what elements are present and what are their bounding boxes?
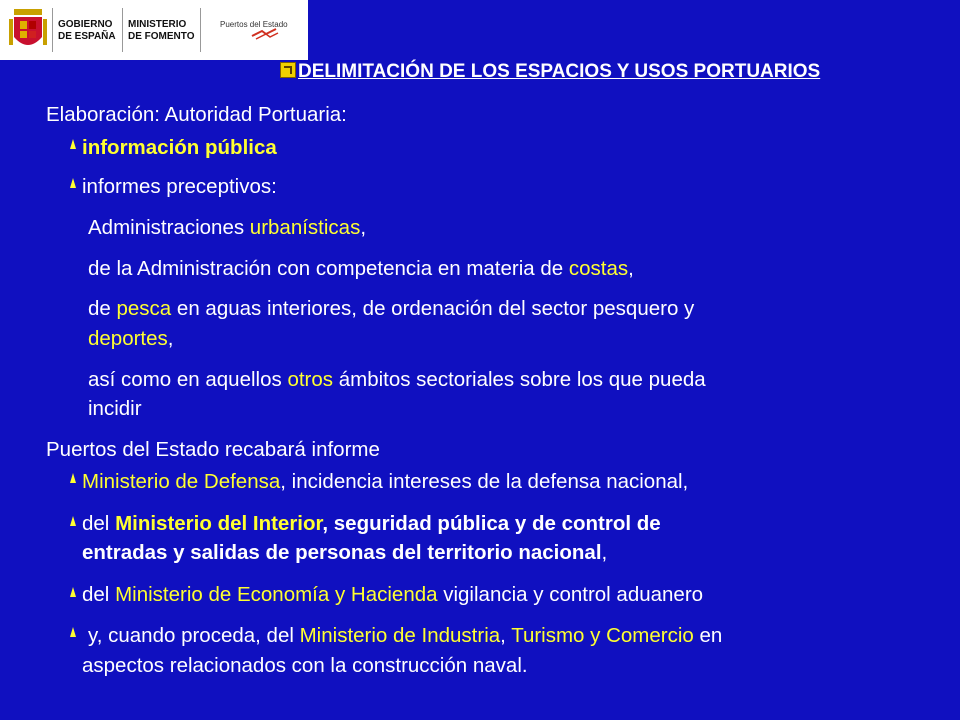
item-industria-cont: aspectos relacionados con la construcción naval. — [82, 654, 528, 677]
item-industria: y, cuando proceda, del Ministerio de Industria, Turismo y Comercio en — [88, 624, 723, 647]
bullet-icon — [70, 587, 76, 597]
checkbox-icon — [280, 62, 296, 78]
bullet-informes-preceptivos: informes preceptivos: — [82, 175, 277, 198]
item-incidir: incidir — [88, 397, 142, 420]
item-pesca: de pesca en aguas interiores, de ordenación del sector pesquero y — [88, 297, 695, 320]
item-defensa: Ministerio de Defensa, incidencia intereses de la defensa nacional, — [82, 470, 689, 493]
section1-heading: Elaboración: Autoridad Portuaria: — [46, 103, 347, 126]
logo-divider — [52, 8, 53, 52]
logo-bar — [0, 0, 308, 60]
item-interior-cont: entradas y salidas de personas del territorio nacional, — [82, 541, 608, 564]
bullet-informacion-publica: información pública — [82, 136, 277, 159]
section2-heading: Puertos del Estado recabará informe — [46, 438, 380, 461]
coat-of-arms-icon — [8, 5, 48, 55]
logo-divider — [200, 8, 201, 52]
bullet-icon — [70, 473, 76, 483]
item-interior: del Ministerio del Interior, seguridad pública y de control de — [82, 512, 661, 535]
puertos-logo — [206, 0, 308, 60]
logo-divider — [122, 8, 123, 52]
bullet-icon — [70, 139, 76, 149]
gobierno-label: GOBIERNO DE ESPAÑA — [58, 19, 116, 42]
puertos-label: Puertos del Estado — [220, 20, 288, 29]
ministerio-label: MINISTERIO DE FOMENTO — [128, 19, 195, 42]
bullet-icon — [70, 516, 76, 526]
item-hacienda: del Ministerio de Economía y Hacienda vigilancia y control aduanero — [82, 583, 704, 606]
page-title: DELIMITACIÓN DE LOS ESPACIOS Y USOS PORTUARIOS — [280, 61, 820, 83]
item-otros: así como en aquellos otros ámbitos sectoriales sobre los que pueda — [88, 368, 706, 391]
puertos-wave-icon — [250, 28, 280, 40]
bullet-icon — [70, 178, 76, 188]
bullet-icon — [70, 627, 76, 637]
item-urbanisticas: Administraciones urbanísticas, — [88, 216, 367, 239]
item-deportes: deportes, — [88, 327, 174, 350]
item-costas: de la Administración con competencia en materia de costas, — [88, 257, 634, 280]
